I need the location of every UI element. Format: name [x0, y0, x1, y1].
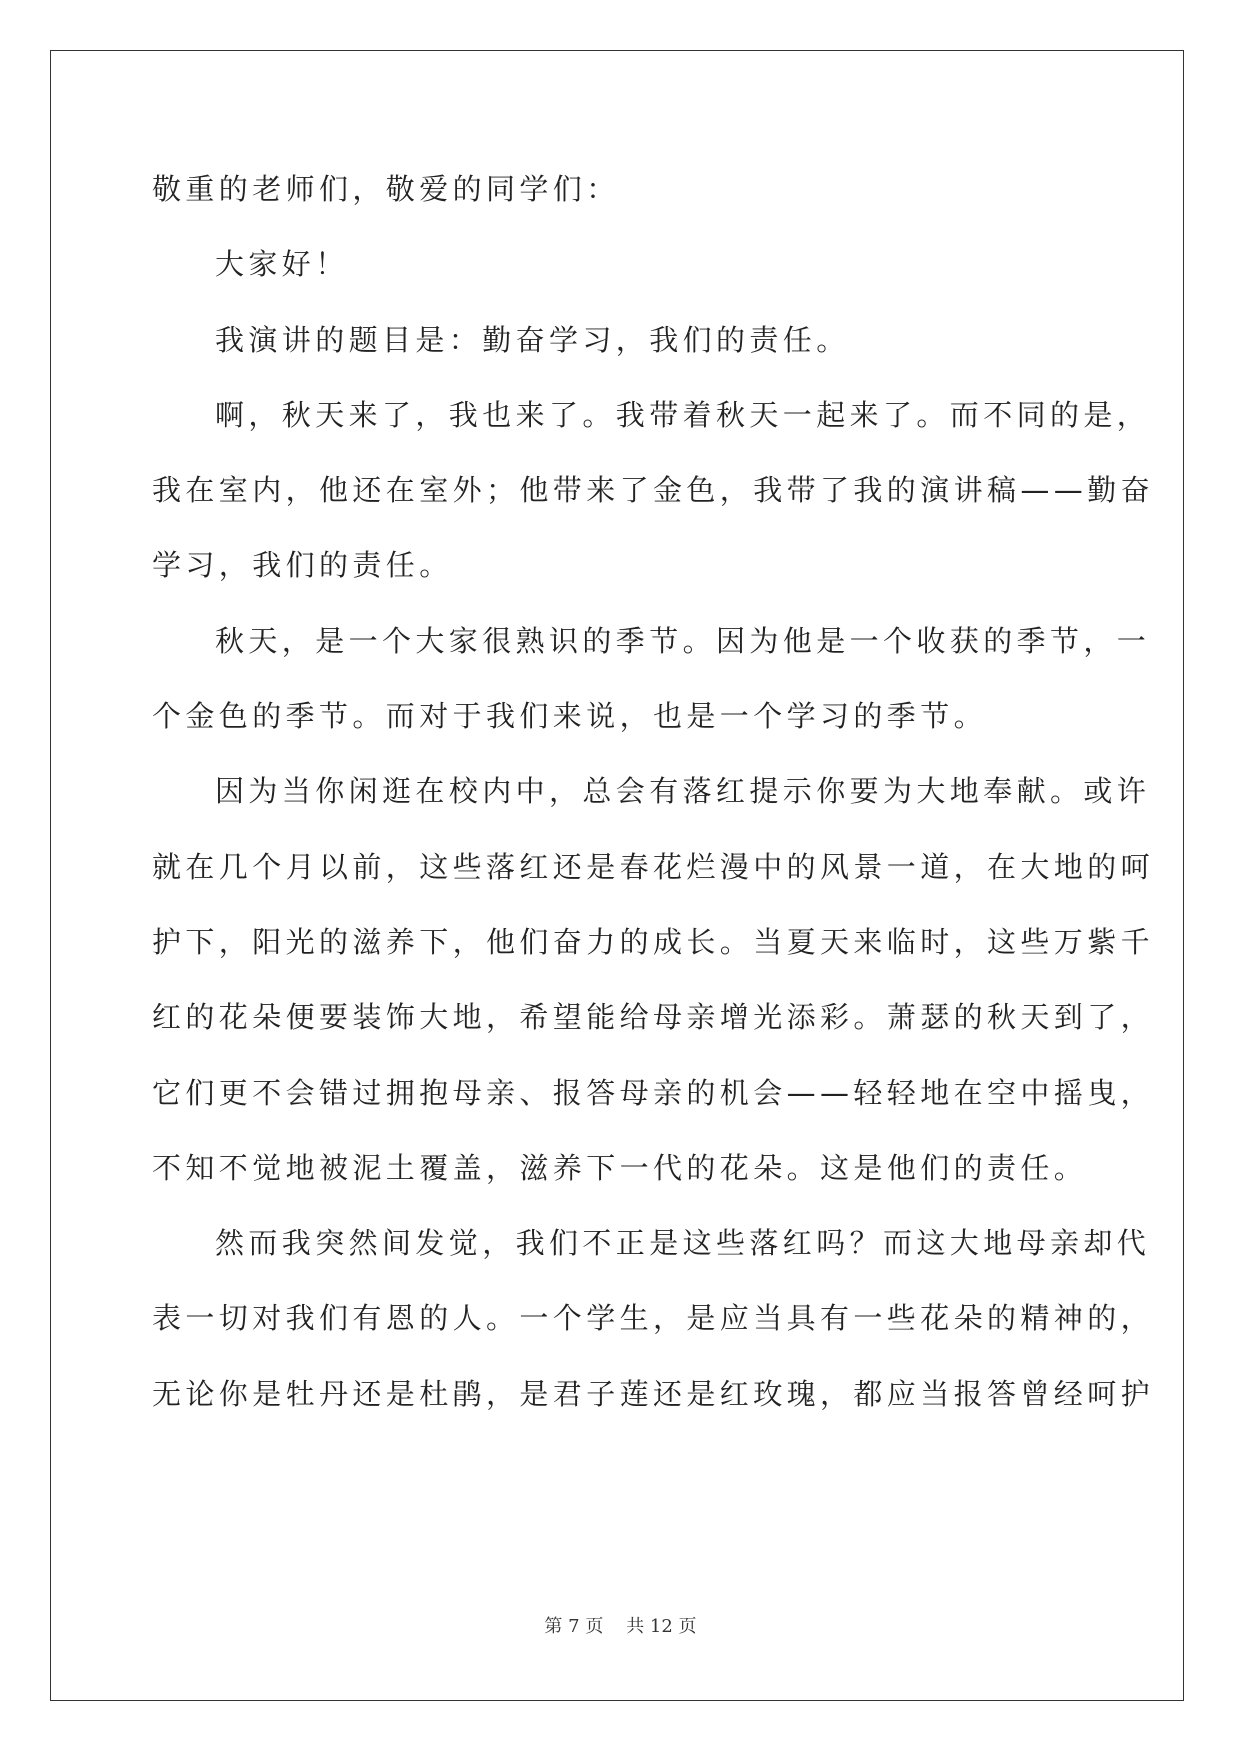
text-line: 因为当你闲逛在校内中，总会有落红提示你要为大地奉献。或许 [215, 774, 1151, 809]
text-line: 敬重的老师们，敬爱的同学们： [152, 172, 620, 206]
text-line: 不知不觉地被泥土覆盖，滋养下一代的花朵。这是他们的责任。 [152, 1150, 1088, 1185]
text-line: 它们更不会错过拥抱母亲、报答母亲的机会——轻轻地在空中摇曳， [152, 1075, 1155, 1110]
text-line: 秋天，是一个大家很熟识的季节。因为他是一个收获的季节，一 [215, 623, 1151, 658]
text-line: 我演讲的题目是：勤奋学习，我们的责任。 [215, 322, 850, 357]
text-line: 无论你是牡丹还是杜鹃，是君子莲还是红玫瑰，都应当报答曾经呵护 [152, 1376, 1155, 1411]
text-line: 就在几个月以前，这些落红还是春花烂漫中的风景一道，在大地的呵 [152, 849, 1155, 884]
text-line: 啊，秋天来了，我也来了。我带着秋天一起来了。而不同的是， [215, 397, 1151, 432]
text-line: 护下，阳光的滋养下，他们奋力的成长。当夏天来临时，这些万紫千 [152, 924, 1155, 959]
page-number-footer: 第 7 页 共 12 页 [544, 1616, 697, 1637]
text-line: 我在室内，他还在室外；他带来了金色，我带了我的演讲稿——勤奋 [152, 473, 1155, 508]
text-line: 表一切对我们有恩的人。一个学生，是应当具有一些花朵的精神的， [152, 1301, 1155, 1336]
text-line: 个金色的季节。而对于我们来说，也是一个学习的季节。 [152, 699, 988, 734]
text-line: 学习，我们的责任。 [152, 548, 453, 583]
text-line: 大家好！ [215, 247, 349, 282]
text-line: 然而我突然间发觉，我们不正是这些落红吗？而这大地母亲却代 [215, 1226, 1151, 1261]
text-line: 红的花朵便要装饰大地，希望能给母亲增光添彩。萧瑟的秋天到了， [152, 1000, 1155, 1035]
document-body [152, 164, 1155, 1444]
